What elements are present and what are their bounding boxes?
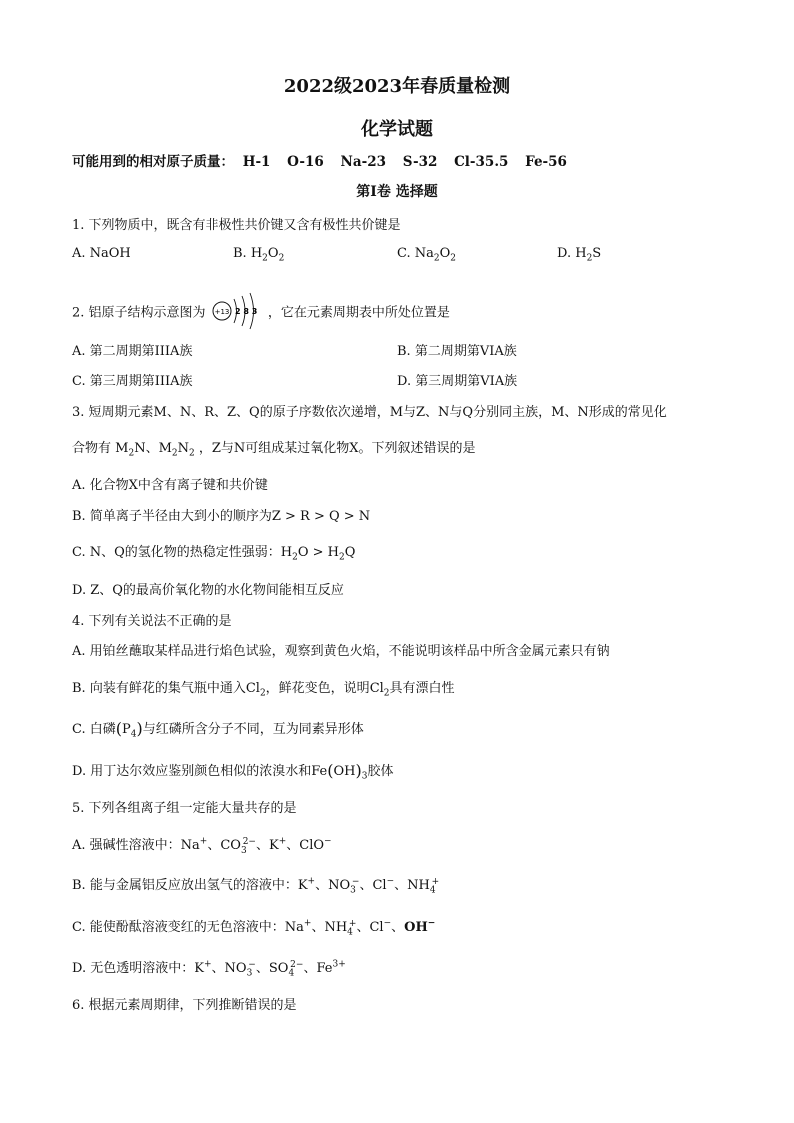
mass-o: O-16 [287,154,324,170]
q3-option-c: C. N、Q的氢化物的热稳定性强弱：$H_2O > H_2Q$ [72,545,356,563]
atom-structure-icon [212,291,262,331]
q1-option-c: C. $Na_2O_2$ [397,246,457,264]
q1-option-d: D. $H_2S$ [557,246,602,264]
atomic-mass-label: 可能用到的相对原子质量： [72,154,234,170]
q2-option-a: A. 第二周期第IIIA族 [72,344,193,359]
q4-option-b: B. 向装有鲜花的集气瓶中通入$Cl_2$，鲜花变色，说明$Cl_2$具有漂白性 [72,681,455,699]
q1-stem: 1. 下列物质中，既含有非极性共价键又含有极性共价键是 [72,218,401,233]
q5-option-a: A. 强碱性溶液中：Na+、$CO_3^{2-}$、K+、ClO− [72,836,332,856]
q4-option-d: D. 用丁达尔效应鉴别颜色相似的浓溴水和$Fe(OH)_3$胶体 [72,761,394,782]
q1-option-a: A. NaOH [72,246,131,261]
exam-title: 2022级2023年春质量检测 [283,76,511,97]
aluminum-atom-diagram [212,291,262,335]
q3-option-b: B. 简单离子半径由大到小的顺序为Z > R > Q > N [72,509,371,524]
q2-option-c: C. 第三周期第IIIA族 [72,374,193,389]
mass-fe: Fe-56 [525,154,567,170]
mass-na: Na-23 [340,154,387,170]
mass-h: H-1 [242,154,271,170]
q3-stem-line1: 3. 短周期元素M、N、R、Z、Q的原子序数依次递增，M与Z、N与Q分别同主族，M、N形成的常见化 [72,405,667,420]
q2-option-b: B. 第二周期第VIA族 [397,344,517,359]
q5-option-c: C. 能使酚酞溶液变红的无色溶液中：Na+、$NH_4^+$、Cl−、OH− [72,918,436,938]
q2-option-d: D. 第三周期第VIA族 [397,374,518,389]
q4-option-a: A. 用铂丝蘸取某样品进行焰色试验，观察到黄色火焰，不能说明该样品中所含金属元素只有钠 [72,644,610,659]
atom-nucleus-label: +13 [214,308,230,316]
atom-shell-counts: 2 8 3 [234,307,257,316]
formula-m2n2: $M_2N_2$ [158,441,195,459]
q3-option-a: A. 化合物X中含有离子键和共价键 [72,478,268,493]
formula-m2n: $M_2N$ [115,441,146,459]
q4-option-c: C. 白磷$(P_4)$与红磷所含分子不同，互为同素异形体 [72,719,364,740]
section-heading: 第I卷 选择题 [356,184,438,200]
q4-stem: 4. 下列有关说法不正确的是 [72,614,232,629]
mass-s: S-32 [402,154,438,170]
subject-title: 化学试题 [361,119,433,140]
q1-option-b: B. $H_2O_2$ [233,246,285,264]
q5-option-d: D. 无色透明溶液中：K+、$NO_3^-$、$SO_4^{2-}$、$Fe^{3+}$ [72,959,346,979]
q5-stem: 5. 下列各组离子组一定能大量共存的是 [72,801,297,816]
atomic-mass-line [72,150,579,170]
q6-stem: 6. 根据元素周期律，下列推断错误的是 [72,998,297,1013]
q3-option-d: D. Z、Q的最高价氧化物的水化物间能相互反应 [72,583,344,598]
q5-option-b: B. 能与金属铝反应放出氢气的溶液中：K+、$NO_3^-$、Cl−、$NH_4^+$ [72,876,440,896]
mass-cl: Cl-35.5 [454,154,509,170]
q3-stem-line2: 合物有 $M_2N$、$M_2N_2$ ，Z与N可组成某过氧化物X。下列叙述错误的是 [72,441,476,459]
q2-stem: 2. 铝原子结构示意图为 +13 2 8 3 ，它在元素周期表中所处位置是 [72,291,450,335]
